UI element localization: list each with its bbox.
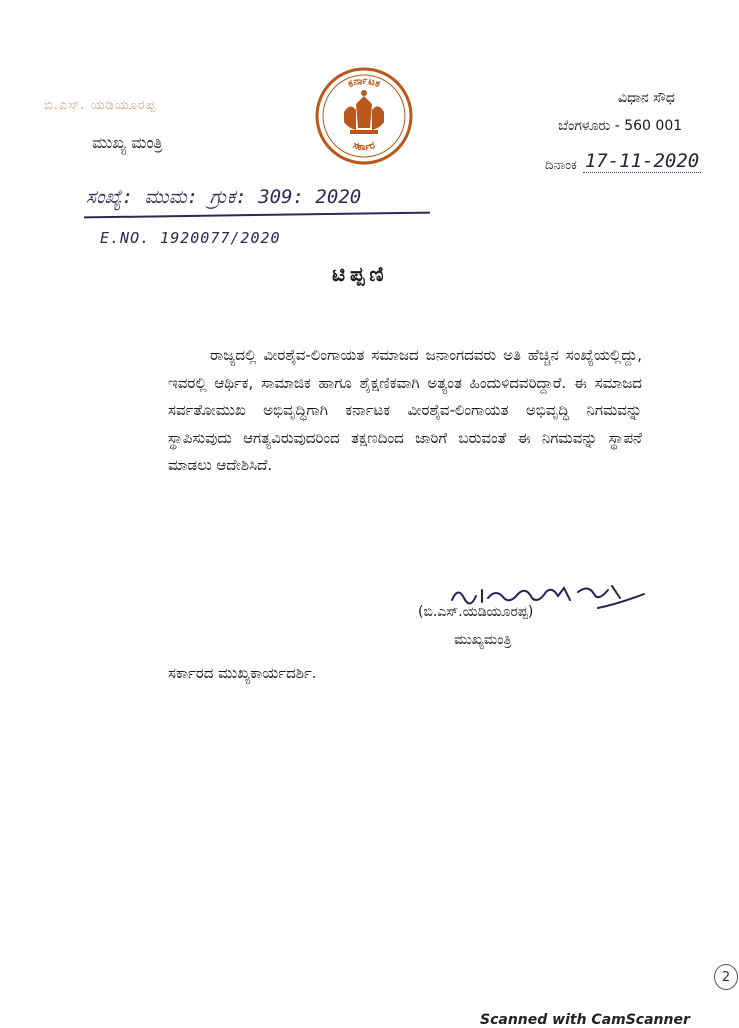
office-title: ಮುಖ್ಯ ಮಂತ್ರಿ bbox=[92, 133, 163, 152]
date-value: 17-11-2020 bbox=[584, 150, 700, 172]
reference-number: ಸಂಖ್ಯೆ: ಮುಮ: ಗ್ರುಕ: 309: 2020 bbox=[86, 186, 362, 208]
address-building: ವಿಧಾನ ಸೌಧ bbox=[618, 90, 675, 106]
karnataka-seal-emblem bbox=[314, 66, 414, 166]
seal-top-text: ಕರ್ನಾಟಕ bbox=[346, 75, 382, 91]
svg-text:ಸರ್ಕಾರ bbox=[351, 140, 377, 153]
svg-text:ಕರ್ನಾಟಕ bbox=[347, 75, 382, 90]
address-city: ಬೆಂಗಳೂರು - 560 001 bbox=[558, 118, 683, 134]
scanner-watermark: Scanned with CamScanner bbox=[480, 1012, 690, 1028]
addressee: ಸರ್ಕಾರದ ಮುಖ್ಯಕಾರ್ಯದರ್ಶಿ. bbox=[168, 664, 317, 682]
date-label: ದಿನಾಂಕ bbox=[545, 158, 577, 173]
seal-bottom-text: ಸರ್ಕಾರ bbox=[351, 140, 377, 154]
entry-number: E.NO. 1920077/2020 bbox=[100, 229, 281, 247]
faded-letterhead-name: ಬಿ.ಎಸ್. ಯಡಿಯೂರಪ್ಪ bbox=[44, 98, 157, 113]
signatory-title: ಮುಖ್ಯಮಂತ್ರಿ bbox=[454, 632, 512, 648]
signatory-name: (ಬಿ.ಎಸ್.ಯಡಿಯೂರಪ್ಪ) bbox=[418, 604, 534, 620]
body-paragraph: ರಾಜ್ಯದಲ್ಲಿ ವೀರಶೈವ-ಲಿಂಗಾಯತ ಸಮಾಜದ ಜನಾಂಗದವರು ಅತಿ ಹೆಚ್ಚಿನ ಸಂಖ್ಯೆಯಲ್ಲಿದ್ದು, ಇವರಲ್ಲಿ ಆರ್ಥಿಕ, ಸಾಮಾಜಿಕ ಹಾಗೂ ಶೈಕ್ಷಣಿಕವಾಗಿ ಅತ್ಯಂತ ಹಿಂದುಳಿದವರಿದ್ದಾರೆ. ಈ ಸಮಾಜದ ಸರ್ವತೋಮುಖ ಅಭಿವೃದ್ಧಿಗಾಗಿ ಕರ್ನಾಟಕ ವೀರಶೈವ-ಲಿಂಗಾಯತ ಅಭಿವೃದ್ಧಿ ನಿಗಮವನ್ನು ಸ್ಥಾಪಿಸುವುದು ಆಗತ್ಯವಿರುವುದರಿಂದ ತಕ್ಷಣದಿಂದ ಜಾರಿಗೆ ಬರುವಂತೆ ಈ ನಿಗಮವನ್ನು ಸ್ಥಾಪನೆ ಮಾಡಲು ಆದೇಶಿಸಿದೆ. bbox=[168, 346, 642, 474]
document-heading: ಟಿಪ್ಪಣಿ bbox=[332, 262, 389, 286]
reference-underline bbox=[84, 212, 430, 219]
page-number: 2 bbox=[714, 964, 738, 990]
date-row bbox=[545, 150, 701, 173]
